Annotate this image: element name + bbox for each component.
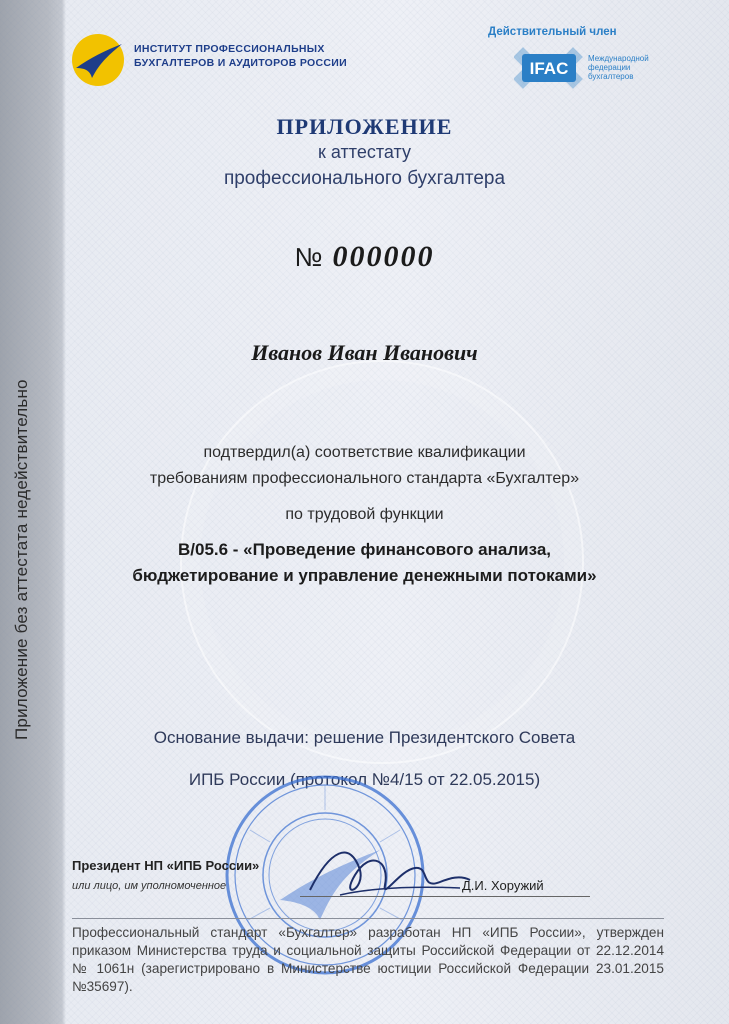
- ipb-logo-icon: [70, 32, 126, 88]
- signature-line: [300, 896, 590, 897]
- document-subtitle-1: к аттестату: [318, 142, 411, 162]
- footer-note: Профессиональный стандарт «Бухгалтер» разработан НП «ИПБ России», утвержден приказом Министерства труда и социальной защиты Российской Федерации от 22.12.2014 № 1061н (зарегистрировано в Министерстве юстиции Российской Федерации 23.01.2015 №35697).: [72, 925, 664, 994]
- ifac-desc-line2: федерации: [588, 63, 631, 72]
- signer-name: Д.И. Хоружий: [462, 878, 544, 893]
- function-line-2: бюджетирование и управление денежными потоками»: [132, 566, 597, 585]
- ifac-membership: [488, 26, 668, 96]
- document-subtitle-2: профессионального бухгалтера: [223, 168, 506, 189]
- number-value: 000000: [332, 240, 435, 273]
- holder-name: Иванов Иван Иванович: [251, 340, 478, 365]
- side-note: Приложение без аттестата недействительно: [12, 379, 31, 740]
- org-name-line1: ИНСТИТУТ ПРОФЕССИОНАЛЬНЫХ: [134, 43, 325, 55]
- ifac-caption: Действительный член: [488, 26, 617, 38]
- ifac-description: [588, 54, 649, 81]
- watermark-emblem: [180, 360, 584, 764]
- body-line-2: требованиям профессионального стандарта «Бухгалтер»: [149, 470, 580, 487]
- president-title: Президент НП «ИПБ России»: [72, 858, 260, 873]
- president-subtitle: или лицо, им уполномоченное: [72, 880, 227, 892]
- org-name: [134, 42, 347, 70]
- body-line-1: подтвердил(а) соответствие квалификации: [203, 444, 526, 461]
- certificate-number: [0, 240, 729, 274]
- ifac-desc-line1: Международной: [588, 54, 649, 63]
- basis-line-2: ИПБ России (протокол №4/15 от 22.05.2015): [188, 770, 541, 789]
- org-name-line2: БУХГАЛТЕРОВ И АУДИТОРОВ РОССИИ: [134, 57, 347, 69]
- signature-icon: [300, 830, 480, 910]
- body-line-3: по трудовой функции: [285, 506, 444, 523]
- number-label: №: [294, 242, 323, 272]
- ifac-desc-line3: бухгалтеров: [588, 72, 634, 81]
- basis-line-1: Основание выдачи: решение Президентского Совета: [153, 728, 576, 747]
- ifac-logo-icon: [514, 44, 584, 92]
- ifac-logo-text: IFAC: [529, 59, 569, 78]
- document-title: ПРИЛОЖЕНИЕ: [276, 114, 453, 139]
- footer-divider: [72, 918, 664, 919]
- function-line-1: B/05.6 - «Проведение финансового анализа,: [177, 540, 552, 559]
